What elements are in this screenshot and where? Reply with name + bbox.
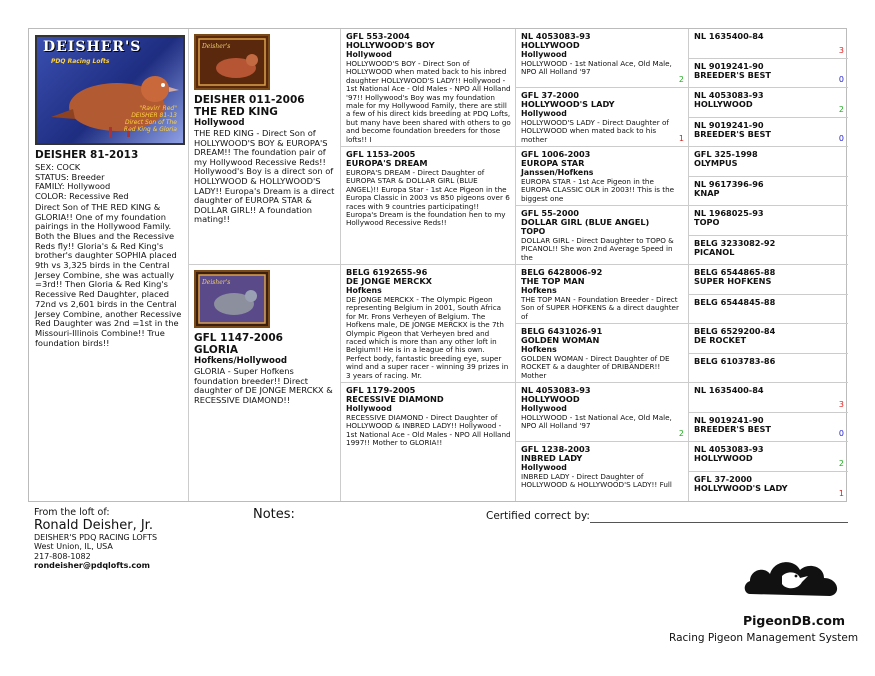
gen5-ancestor-cell <box>689 472 848 502</box>
grandparent-description: EUROPA'S DREAM - Direct Daughter of EUROPA STAR & DOLLAR GIRL (BLUE ANGEL)!! Europa Star - 1st Ace Pigeon in the Europa Classic in 2003 vs 850 pigeons over 6 races with 9 countries participating!! Europa's Dream is the foundation hen to my Hollywood Recessive Reds!! <box>346 168 510 228</box>
gen5-ancestor-cell <box>689 59 848 89</box>
grandparent-cell <box>341 29 516 147</box>
ggp-band: BELG 6428006-92 <box>521 267 603 277</box>
gen5-ancestor-cell <box>689 265 848 295</box>
gen5-name: BREEDER'S BEST <box>694 69 771 80</box>
gen5-name: KNAP <box>694 187 720 198</box>
gen5-band: NL 4053083-93 <box>694 444 764 454</box>
ggp-band: GFL 1006-2003 <box>521 149 591 159</box>
dam-strain: Hofkens/Hollywood <box>194 356 288 366</box>
grandparent-band: GFL 1179-2005 <box>346 385 416 395</box>
gen5-name: BREEDER'S BEST <box>694 423 771 434</box>
subject-detail-line: SEX: COCK <box>35 162 81 172</box>
grandparent-cell <box>341 265 516 383</box>
loft-logo <box>35 35 185 145</box>
dam-photo <box>194 270 270 328</box>
ggp-description: DOLLAR GIRL - Direct Daughter to TOPO & PICANOL!! She won 2nd Average Speed in the <box>521 236 674 262</box>
gen5-band: NL 1635400-84 <box>694 31 764 41</box>
ggp-strain: Hollywood <box>521 404 567 413</box>
grandparent-band: GFL 553-2004 <box>346 31 410 41</box>
svg-text:Deisher's: Deisher's <box>202 279 231 286</box>
ancestor-mark: 0 <box>838 75 844 85</box>
ggp-name: EUROPA STAR <box>521 158 585 168</box>
ggp-name: THE TOP MAN <box>521 276 585 286</box>
subject-description: Direct Son of THE RED KING & GLORIA!! One of my foundation pairings in the Hollywood Family. Both the Blues and the Recessive Reds fly!! Gloria's & Red King's brother's daughter SOPHIA placed 9th vs 3,325 birds in the Central Jersey Combine, she was actually =3rd!! Then Gloria & Red King's Recessive Red Daughter, placed 72nd vs 2,601 birds in the Central Jersey Combine, another Recessive Red Daughter was 2nd =1st in the Missouri-Illinois Combine!! True foundation birds!! <box>35 201 182 348</box>
gen5-ancestor-cell <box>689 442 848 472</box>
gen5-band: NL 9019241-90 <box>694 60 764 71</box>
grandparent-description: DE JONGE MERCKX - The Olympic Pigeon representing Belgium in 2001, South Africa for Mr. Frons Verheyen of Belgium. The Hofkens male, DE JONGE MERCKX is the 7th Olympic Pigeon that Verheyen bred and raced which is more than any other loft in Belgium!! He is in a league of his own. Perfect body, fantastic breeding eye, super wind and a super racer - winning 39 prizes in 3 years of racing. Mr. <box>346 295 509 380</box>
grandparent-description: HOLLYWOOD'S BOY - Direct Son of HOLLYWOOD when mated back to his inbred daughter HOLLYWOOD'S LADY!! Hollywood - 1st National Ace - Old Males - NPO All Holland '97!! Hollywood's Boy was my foundation male for my Hollywood Family, there are still a few of his direct kids breeding at PDQ Lofts, but many have been shared with others to go and become foundation breeders for those lofts!! I <box>346 59 511 144</box>
gen5-name: HOLLYWOOD <box>694 453 753 463</box>
gen5-band: NL 1968025-93 <box>694 208 764 218</box>
gen5-ancestor-cell <box>689 118 848 148</box>
ggp-name: GOLDEN WOMAN <box>521 335 600 345</box>
great-grandparent-cell <box>516 383 689 442</box>
ggp-description: HOLLYWOOD'S LADY - Direct Daughter of HOLLYWOOD when mated back to his mother <box>521 118 669 144</box>
ggp-name: INBRED LADY <box>521 453 583 463</box>
gen5-name: DE ROCKET <box>694 335 747 345</box>
loft-name: DEISHER'S PDQ RACING LOFTS <box>34 532 158 542</box>
grandparent-band: GFL 1153-2005 <box>346 149 416 159</box>
grandparent-name: HOLLYWOOD'S BOY <box>346 40 435 50</box>
ggp-description: GOLDEN WOMAN - Direct Daughter of DE ROCKET & a daughter of DRIBANDER!! Mother <box>521 354 670 380</box>
great-grandparent-cell <box>516 147 689 206</box>
certified-label: Certified correct by: <box>486 510 590 522</box>
ggp-band: GFL 55-2000 <box>521 208 579 218</box>
gen5-ancestor-cell <box>689 324 848 354</box>
ggp-name: DOLLAR GIRL (BLUE ANGEL) <box>521 217 650 227</box>
svg-text:Deisher's: Deisher's <box>202 43 231 50</box>
owner-info <box>34 508 157 571</box>
brand-tagline: Racing Pigeon Management System <box>669 632 859 644</box>
gen5-ancestor-cell <box>689 177 848 207</box>
subject-details <box>35 163 182 202</box>
gen5-band: NL 9019241-90 <box>694 119 764 130</box>
gen5-ancestor-cell <box>689 88 848 118</box>
dam-cell <box>189 265 341 501</box>
ggp-band: NL 4053083-93 <box>521 385 591 395</box>
ggp-band: GFL 37-2000 <box>521 90 579 100</box>
ggp-description: INBRED LADY - Direct Daughter of HOLLYWOOD & HOLLYWOOD'S LADY!! Full <box>521 472 672 490</box>
grandparent-strain: Hofkens <box>346 286 382 295</box>
ancestor-mark: 2 <box>838 104 844 114</box>
owner-name: Ronald Deisher, Jr. <box>34 517 153 533</box>
cloud-pigeon-icon <box>742 550 846 608</box>
gen5-band: NL 9617396-96 <box>694 178 764 189</box>
ggp-name: HOLLYWOOD <box>521 394 580 404</box>
subject-band: DEISHER 81-2013 <box>35 149 139 161</box>
ggp-strain: Hollywood <box>521 109 567 118</box>
ancestor-mark: 1 <box>678 134 684 144</box>
grandparent-strain: Hollywood <box>346 50 392 59</box>
brand-name: PigeonDB.com <box>742 613 846 628</box>
ggp-name: HOLLYWOOD <box>521 40 580 50</box>
ancestor-mark: 2 <box>838 458 844 468</box>
gen5-ancestor-cell <box>689 206 848 236</box>
logo-subtitle: PDQ Racing Lofts <box>51 58 110 65</box>
owner-email: rondeisher@pdqlofts.com <box>34 561 150 570</box>
gen5-name: PICANOL <box>694 246 735 257</box>
gen5-band: GFL 325-1998 <box>694 149 758 159</box>
gen5-ancestor-cell <box>689 383 848 413</box>
gen5-ancestor-cell <box>689 413 848 443</box>
gen5-band: NL 4053083-93 <box>694 90 764 100</box>
ggp-band: NL 4053083-93 <box>521 31 591 41</box>
dam-band: GFL 1147-2006 <box>194 332 283 344</box>
grandparent-name: DE JONGE MERCKX <box>346 276 432 286</box>
ancestor-mark: 2 <box>678 75 684 85</box>
sire-photo <box>194 34 270 90</box>
ggp-name: HOLLYWOOD'S LADY <box>521 99 615 109</box>
subject-detail-line: FAMILY: Hollywood <box>35 181 111 192</box>
logo-caption: "Ravin' Red" DEISHER 81-13 Direct Son of The Red King & Gloria <box>123 105 177 133</box>
great-grandparent-cell <box>516 206 689 265</box>
ggp-band: BELG 6431026-91 <box>521 326 603 336</box>
sire-strain: Hollywood <box>194 118 245 128</box>
gen5-band: BELG 6544845-88 <box>694 296 776 307</box>
from-loft-label: From the loft of: <box>34 507 110 518</box>
ggp-band: GFL 1238-2003 <box>521 444 591 454</box>
gen5-ancestor-cell <box>689 29 848 59</box>
logo-title: DEISHER'S <box>43 39 142 55</box>
grandparent-strain: Hollywood <box>346 404 392 413</box>
sire-description: THE RED KING - Direct Son of HOLLYWOOD'S BOY & EUROPA'S DREAM!! The foundation pair of my Hollywood Recessive Reds!! Hollywood's Boy is a direct son of HOLLYWOOD & HOLLYWOOD'S LADY!! Europa's Dream is a direct daughter of EUROPA STAR & DOLLAR GIRL!! A foundation mating!! <box>194 128 335 225</box>
gen5-name: TOPO <box>694 217 720 227</box>
gen5-band: BELG 6103783-86 <box>694 355 776 366</box>
gen5-name: HOLLYWOOD'S LADY <box>694 482 788 493</box>
grandparent-description: RECESSIVE DIAMOND - Direct Daughter of HOLLYWOOD & INBRED LADY!! Hollywood - 1st National Ace - Old Males - NPO All Holland 1997!! Mother to GLORIA!! <box>346 413 511 448</box>
ancestor-mark: 3 <box>838 399 844 409</box>
sire-cell <box>189 29 341 265</box>
gen5-name: HOLLYWOOD <box>694 99 753 109</box>
gen5-ancestor-cell <box>689 295 848 325</box>
ggp-description: HOLLYWOOD - 1st National Ace, Old Male, NPO All Holland '97 <box>521 413 672 431</box>
gen5-band: NL 9019241-90 <box>694 414 764 425</box>
ggp-strain: TOPO <box>521 227 546 236</box>
grandparent-name: RECESSIVE DIAMOND <box>346 394 444 404</box>
ggp-strain: Hollywood <box>521 463 567 472</box>
gen5-band: BELG 3233082-92 <box>694 237 776 248</box>
sire-name: THE RED KING <box>194 106 278 118</box>
gen5-band: GFL 37-2000 <box>694 473 752 484</box>
ggp-strain: Janssen/Hofkens <box>521 168 594 177</box>
ggp-description: THE TOP MAN - Foundation Breeder - Direct Son of SUPER HOFKENS & a direct daughter of <box>521 295 679 321</box>
gen5-ancestor-cell <box>689 147 848 177</box>
subject-cell <box>29 29 189 501</box>
great-grandparent-cell <box>516 88 689 147</box>
pigeondb-logo <box>736 550 852 628</box>
great-grandparent-cell <box>516 442 689 501</box>
ggp-strain: Hofkens <box>521 345 557 354</box>
owner-phone: 217-808-1082 <box>34 551 91 561</box>
signature-line <box>590 522 848 523</box>
gen5-band: BELG 6529200-84 <box>694 326 776 336</box>
grandparent-band: BELG 6192655-96 <box>346 267 428 277</box>
subject-detail-line: STATUS: Breeder <box>35 171 105 182</box>
ancestor-mark: 3 <box>838 45 844 55</box>
gen5-band: BELG 6544865-88 <box>694 267 776 277</box>
pedigree-grid <box>28 28 847 502</box>
grandparent-cell <box>341 383 516 501</box>
ancestor-mark: 1 <box>838 489 844 499</box>
great-grandparent-cell <box>516 29 689 88</box>
sire-band: DEISHER 011-2006 <box>194 94 305 106</box>
grandparent-name: EUROPA'S DREAM <box>346 158 428 168</box>
ggp-description: EUROPA STAR - 1st Ace Pigeon in the EUROPA CLASSIC OLR in 2003!! This is the biggest one <box>521 177 675 203</box>
ancestor-mark: 0 <box>838 134 844 144</box>
subject-detail-line: COLOR: Recessive Red <box>35 191 129 202</box>
loft-location: West Union, IL, USA <box>34 542 113 551</box>
gen5-name: SUPER HOFKENS <box>694 276 772 286</box>
gen5-name: OLYMPUS <box>694 158 738 168</box>
grandparent-cell <box>341 147 516 265</box>
gen5-ancestor-cell <box>689 354 848 384</box>
gen5-band: NL 1635400-84 <box>694 385 764 395</box>
gen5-name: BREEDER'S BEST <box>694 128 771 139</box>
ggp-description: HOLLYWOOD - 1st National Ace, Old Male, NPO All Holland '97 <box>521 59 672 77</box>
great-grandparent-cell <box>516 324 689 383</box>
notes-label: Notes: <box>253 507 295 522</box>
ancestor-mark: 0 <box>838 429 844 439</box>
gen5-ancestor-cell <box>689 236 848 266</box>
great-grandparent-cell <box>516 265 689 324</box>
ancestor-mark: 2 <box>678 429 684 439</box>
dam-description: GLORIA - Super Hofkens foundation breeder!! Direct daughter of DE JONGE MERCKX & RECESSIVE DIAMOND!! <box>194 366 333 405</box>
dam-name: GLORIA <box>194 344 238 356</box>
ggp-strain: Hollywood <box>521 50 567 59</box>
ggp-strain: Hofkens <box>521 286 557 295</box>
